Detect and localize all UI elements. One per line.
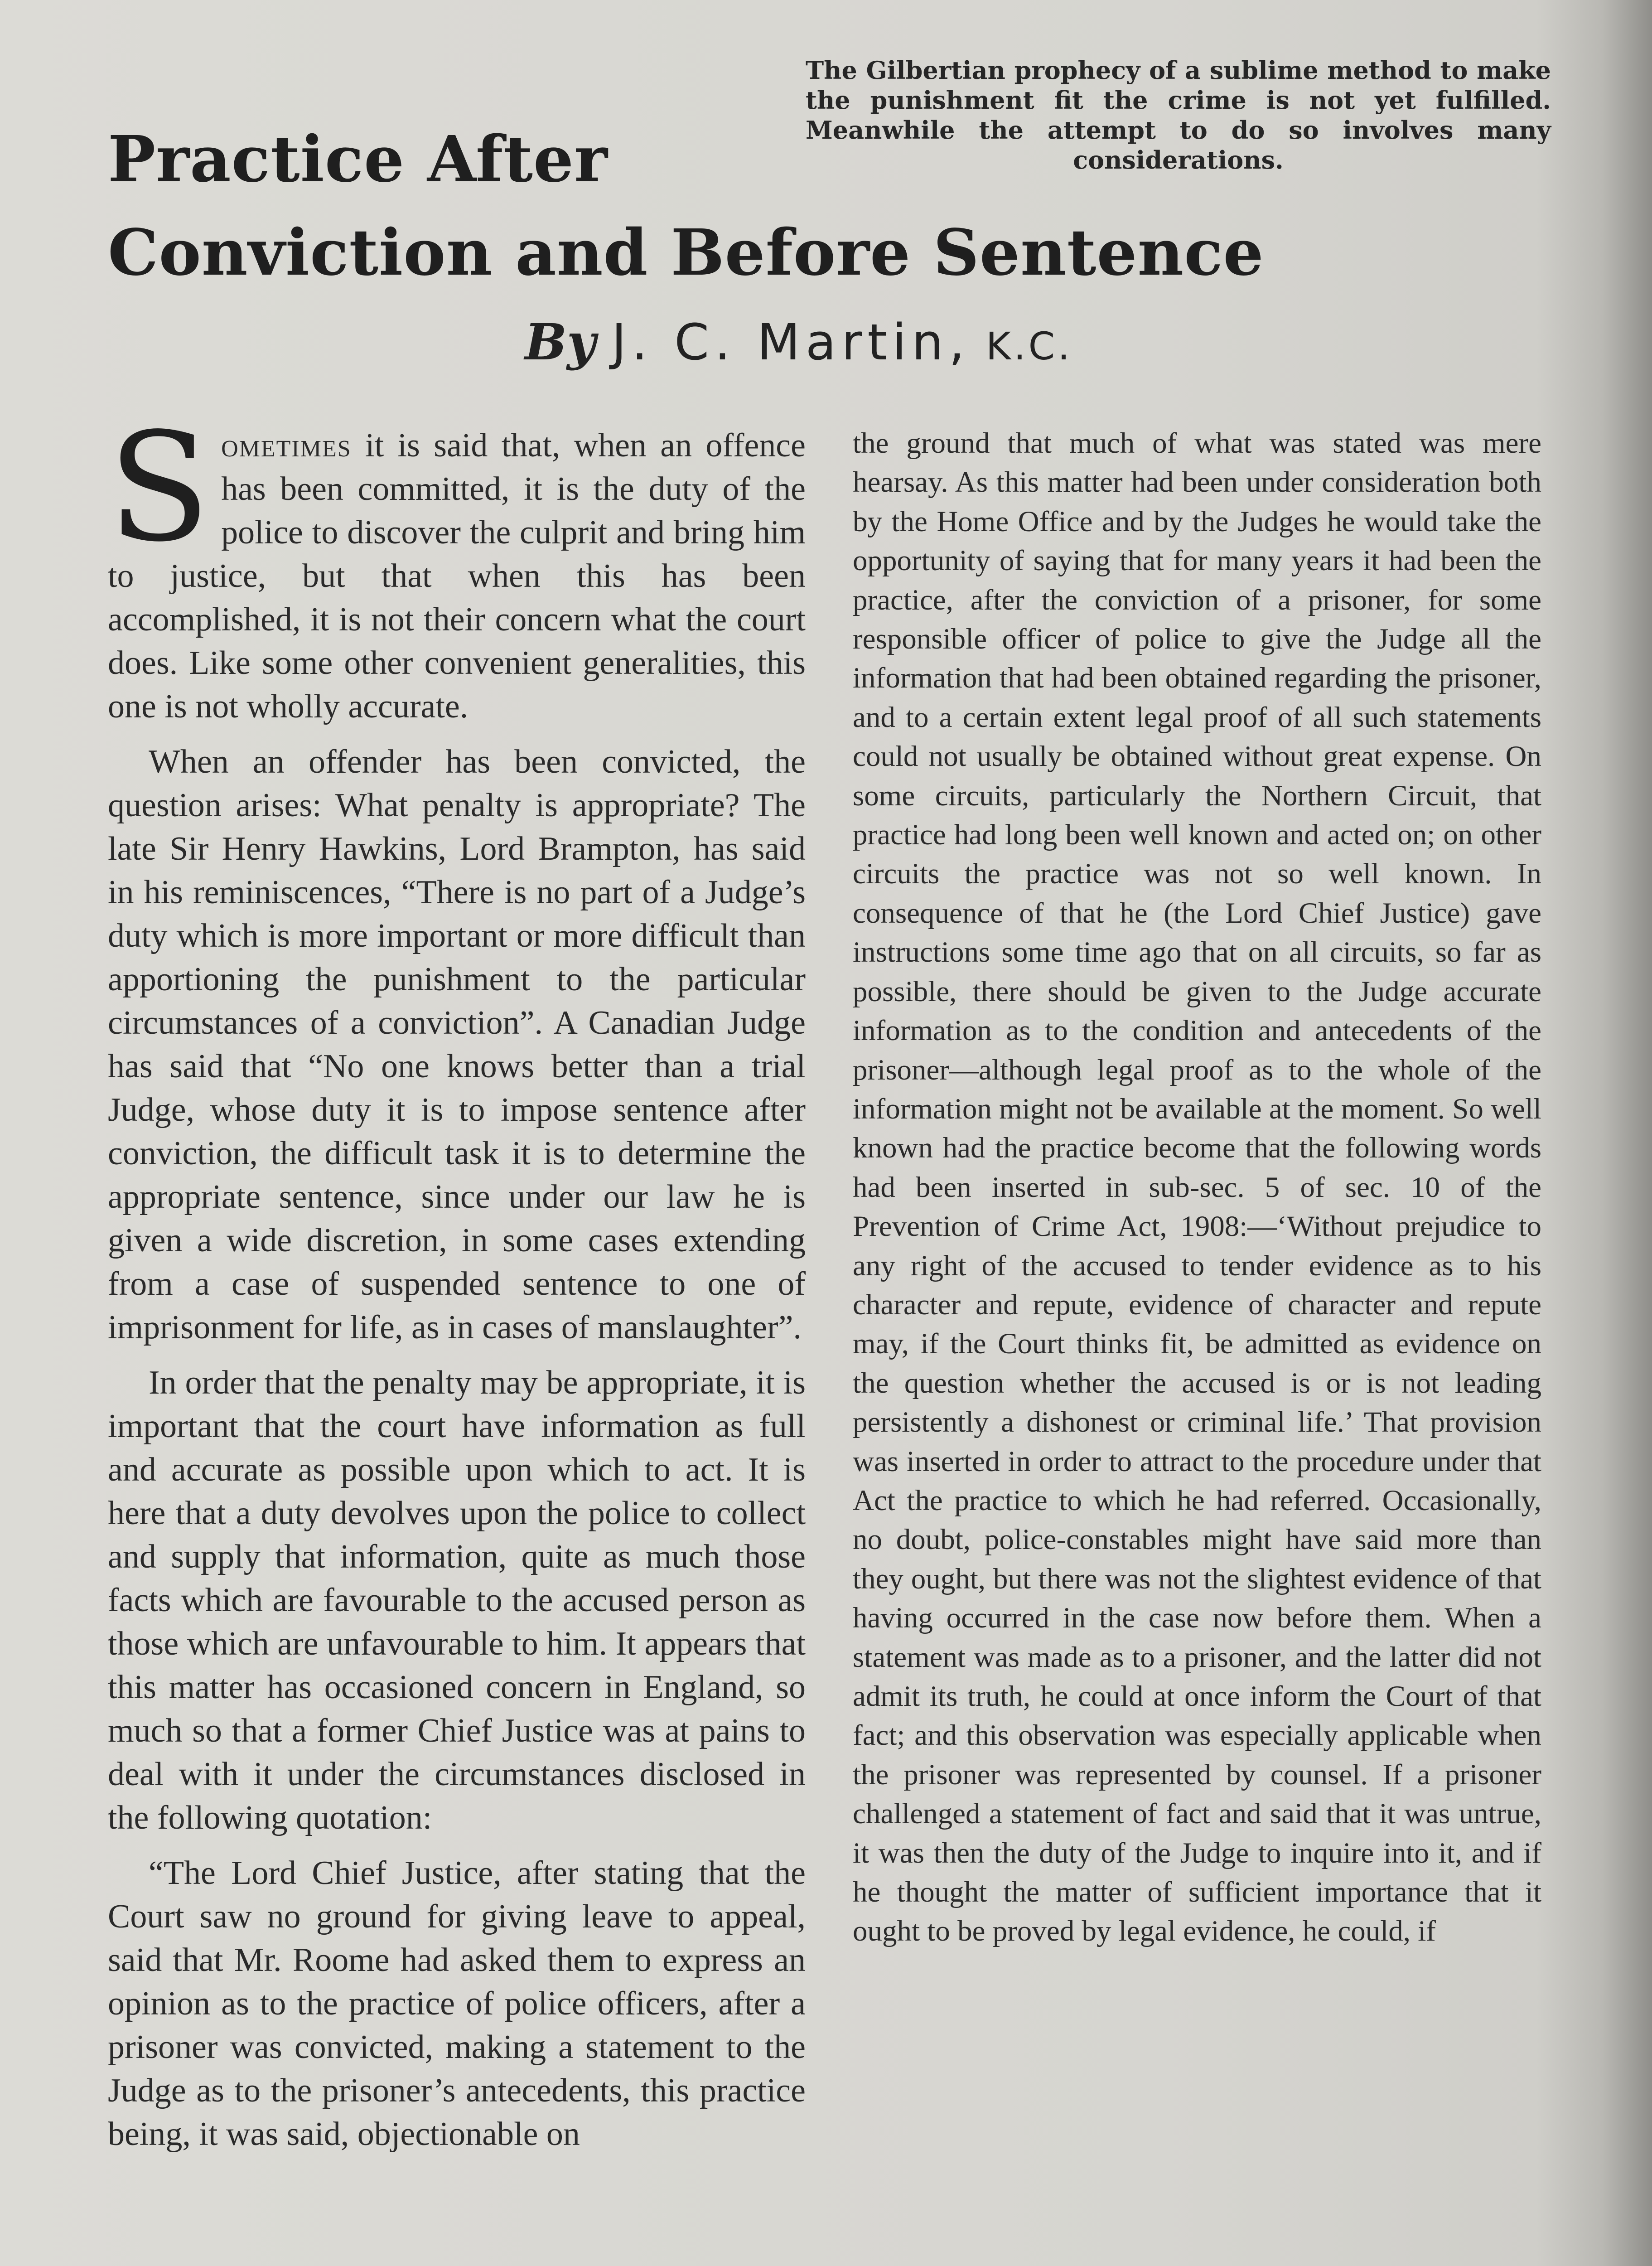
paragraph-2: When an offender has been convicted, the question arises: What penalty is appropriate? The late Sir Henry Hawkins, Lord Brampton, has said in his reminiscences, “There is no part of a Judge’s duty which is more important or more difficult than apportioning the punishment to the particular circumstances of a conviction”. A Canadian Judge has said that “No one knows better than a trial Judge, whose duty it is to impose sentence after conviction, the difficult task it is to determine the appropriate sentence, since under our law he is given a wide discretion, in some cases extending from a case of suspended sentence to one of imprisonment for life, as in cases of manslaughter”.	[108, 743, 806, 1346]
quotation-continued: the ground that much of what was stated was mere hearsay. As this matter had been under consideration both by the Home Office and by the Judges he would take the opportunity of saying that for many years it had been the practice, after the conviction of a prisoner, for some responsible officer of police to give the Judge all the information that had been obtained regarding the prisoner, and to a certain extent legal proof of all such statements could not usually be obtained without great expense. On some circuits, particularly the Northern Circuit, that practice had long been well known and acted on; on other circuits the practice was not so well known. In consequence of that he (the Lord Chief Justice) gave instructions some time ago that on all circuits, so far as possible, there should be given to the Judge accurate information as to the condition and antecedents of the prisoner—although legal proof as to the whole of the information might not be available at the moment. So well known had the practice become that the following words had been inserted in sub-sec. 5 of sec. 10 of the Prevention of Crime Act, 1908:—‘Without prejudice to any right of the accused to tender evidence as to his character and repute, evidence of character and repute may, if the Court thinks fit, be admitted as evidence on the question whether the accused is or is not leading persistently a dishonest or criminal life.’ That provision was inserted in order to attract to the procedure under that Act the practice to which he had referred. Occasionally, no doubt, police-constables might have said more than they ought, but there was not the slightest evidence of that having occurred in the case now before them. When a statement was made as to a prisoner, and the latter did not admit its truth, he could at once inform the Court of that fact; and this observation was especially applicable when the prisoner was represented by counsel. If a prisoner challenged a statement of fact and said that it was untrue, it was then the duty of the Judge to inquire into it, and if he thought the matter of sufficient importance that it ought to be proved by legal evidence, he could, if	[853, 427, 1541, 1948]
paragraph-4-quotation: “The Lord Chief Justice, after stating that the Court saw no ground for giving leave to appeal, said that Mr. Roome had asked them to express an opinion as to the practice of police officers, after a prisoner was convicted, making a statement to the Judge as to the prisoner’s antecedents, this practice being, it was said, objectionable on	[108, 1854, 806, 2153]
article-title-line-1: Practice After	[108, 122, 608, 197]
opening-smallcaps: ometimes	[221, 427, 352, 464]
article-title-line-2: Conviction and Before Sentence	[108, 216, 1264, 290]
paragraph-3: In order that the penalty may be appropriate, it is important that the court have information as full and accurate as possible upon which to act. It is here that a duty devolves upon the police to collect and supply that information, quite as much those facts which are favourable to the accused person as those which are unfavourable to him. It appears that this matter has occasioned concern in England, so much so that a former Chief Justice was at pains to deal with it under the circumstances disclosed in the following quotation:	[108, 1364, 806, 1836]
left-column	[108, 401, 806, 2168]
byline-suffix: K.C.	[985, 324, 1072, 368]
paragraph-1-text: it is said that, when an offence has been committed, it is the duty of the police to discover the culprit and bring him to justice, but that when this has been accomplished, it is not their concern what the court does. Like some other convenient generalities, this one is not wholly accurate.	[108, 427, 806, 725]
right-column	[853, 424, 1541, 1951]
byline-by: By	[525, 313, 596, 371]
byline	[525, 313, 1072, 376]
paragraph-1	[108, 401, 806, 728]
byline-author: J. C. Martin,	[611, 313, 970, 371]
drop-cap: S	[108, 401, 211, 575]
article-deck: The Gilbertian prophecy of a sublime method to make the punishment fit the crime is not yet fulfilled. Meanwhile the attempt to do so involves many considerations.	[806, 56, 1551, 174]
